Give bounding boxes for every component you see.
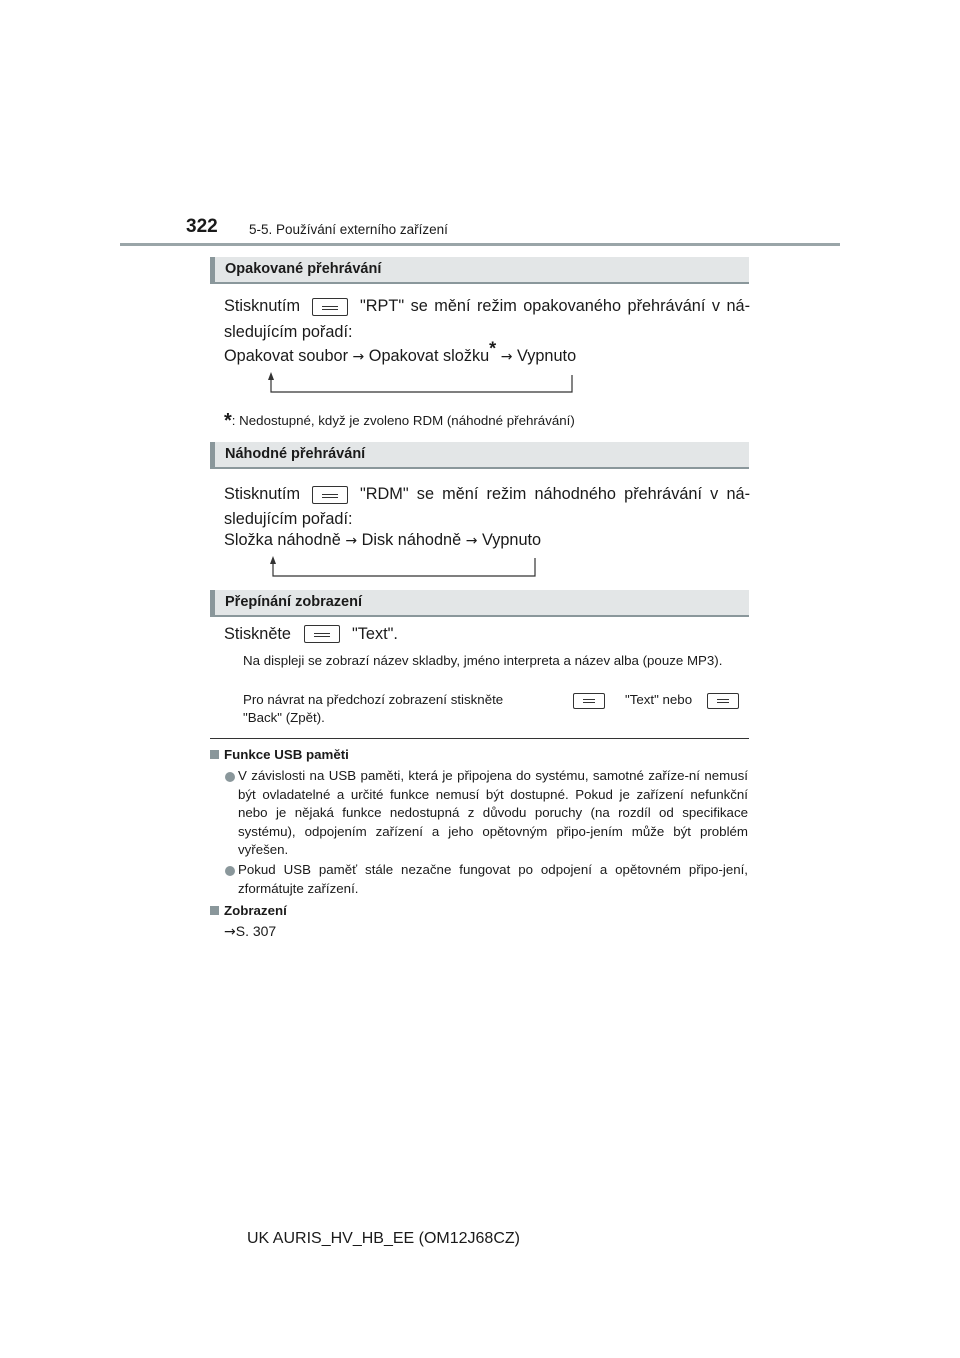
square-bullet-icon	[210, 750, 219, 759]
usb-note-title: Funkce USB paměti	[224, 747, 349, 762]
repeat-order-label: sledujícím pořadí:	[224, 323, 353, 341]
asterisk-mark: *	[224, 410, 232, 432]
header-rule	[120, 243, 840, 246]
repeat-footnote	[224, 410, 575, 433]
display-instruction-post: "Text".	[352, 625, 398, 643]
page-reference: S. 307	[235, 923, 277, 939]
loop-back-arrow-icon	[264, 556, 540, 580]
seq-item: Disk náhodně	[361, 531, 462, 549]
arrow-right-icon: →	[345, 533, 358, 549]
square-bullet-icon	[210, 906, 219, 915]
seq-item: Opakovat soubor	[224, 347, 348, 365]
back-instruction-mid: "Text" nebo	[625, 692, 693, 707]
random-sequence	[224, 531, 541, 550]
seq-item: Složka náhodně	[224, 531, 341, 549]
seq-item: Opakovat složku	[368, 347, 490, 365]
display-info-paragraph: Na displeji se zobrazí název skladby, jméno interpreta a název alba (pouze MP3).	[243, 653, 723, 668]
display-note-heading	[210, 902, 287, 921]
loop-back-arrow-icon	[262, 372, 578, 398]
arrow-right-icon: →	[500, 349, 513, 365]
seek-button-icon	[707, 693, 739, 709]
repeat-sequence	[224, 338, 577, 366]
circle-bullet-icon	[225, 866, 235, 876]
usb-note-item-1: V závislosti na USB paměti, která je připojena do systému, samotné zaříze-ní nemusí být ovladatelné a určité funkce nemusí být dostupné. Pokud je zařízení nefunkční nebo je nějaká funkce nedostupná z důvodu poruchy (na rozdíl od specifikace systému), odpojením zařízení a jeho opětovným připo-jením může být problém vyřešen.	[238, 768, 748, 857]
footnote-text: : Nedostupné, když je zvoleno RDM (náhodné přehrávání)	[231, 413, 575, 428]
random-instruction-post: "RDM" se mění režim náhodného přehrávání v ná-	[360, 485, 750, 503]
section-heading-repeat	[210, 257, 749, 284]
section-title: Opakované přehrávání	[225, 261, 382, 277]
section-heading-display	[210, 590, 749, 617]
seq-item: Vypnuto	[481, 531, 542, 549]
seek-button-icon	[312, 298, 348, 316]
seek-button-icon	[573, 693, 605, 709]
display-instruction-pre: Stiskněte	[224, 625, 291, 643]
asterisk-mark: *	[489, 338, 497, 359]
arrow-right-icon: →	[465, 533, 478, 549]
repeat-instruction-pre: Stisknutím	[224, 297, 301, 315]
display-page-reference	[224, 922, 276, 942]
repeat-instruction-post: "RPT" se mění režim opakovaného přehrávání v ná-	[360, 297, 750, 315]
page-number: 322	[186, 216, 218, 237]
seq-item: Vypnuto	[516, 347, 577, 365]
notes-divider	[210, 738, 749, 739]
usb-note-heading	[210, 746, 349, 765]
random-instruction-pre: Stisknutím	[224, 485, 301, 503]
arrow-right-icon: →	[352, 349, 365, 365]
display-note-title: Zobrazení	[224, 903, 287, 918]
random-order-label: sledujícím pořadí:	[224, 510, 353, 528]
chapter-title: 5-5. Používání externího zařízení	[249, 222, 448, 237]
seek-button-icon	[312, 486, 348, 504]
section-title: Přepínání zobrazení	[225, 594, 362, 610]
usb-note-item-2: Pokud USB paměť stále nezačne fungovat po odpojení a opětovném připo-jení, zformátujte zařízení.	[238, 862, 748, 896]
section-title: Náhodné přehrávání	[225, 446, 366, 462]
seek-button-icon	[304, 625, 340, 643]
back-instruction-post: "Back" (Zpět).	[243, 710, 325, 725]
section-heading-random	[210, 442, 749, 469]
circle-bullet-icon	[225, 772, 235, 782]
manual-code-footer: UK AURIS_HV_HB_EE (OM12J68CZ)	[247, 1230, 520, 1247]
back-instruction-pre: Pro návrat na předchozí zobrazení stiskněte	[243, 692, 504, 707]
arrow-right-icon: →	[224, 924, 236, 940]
